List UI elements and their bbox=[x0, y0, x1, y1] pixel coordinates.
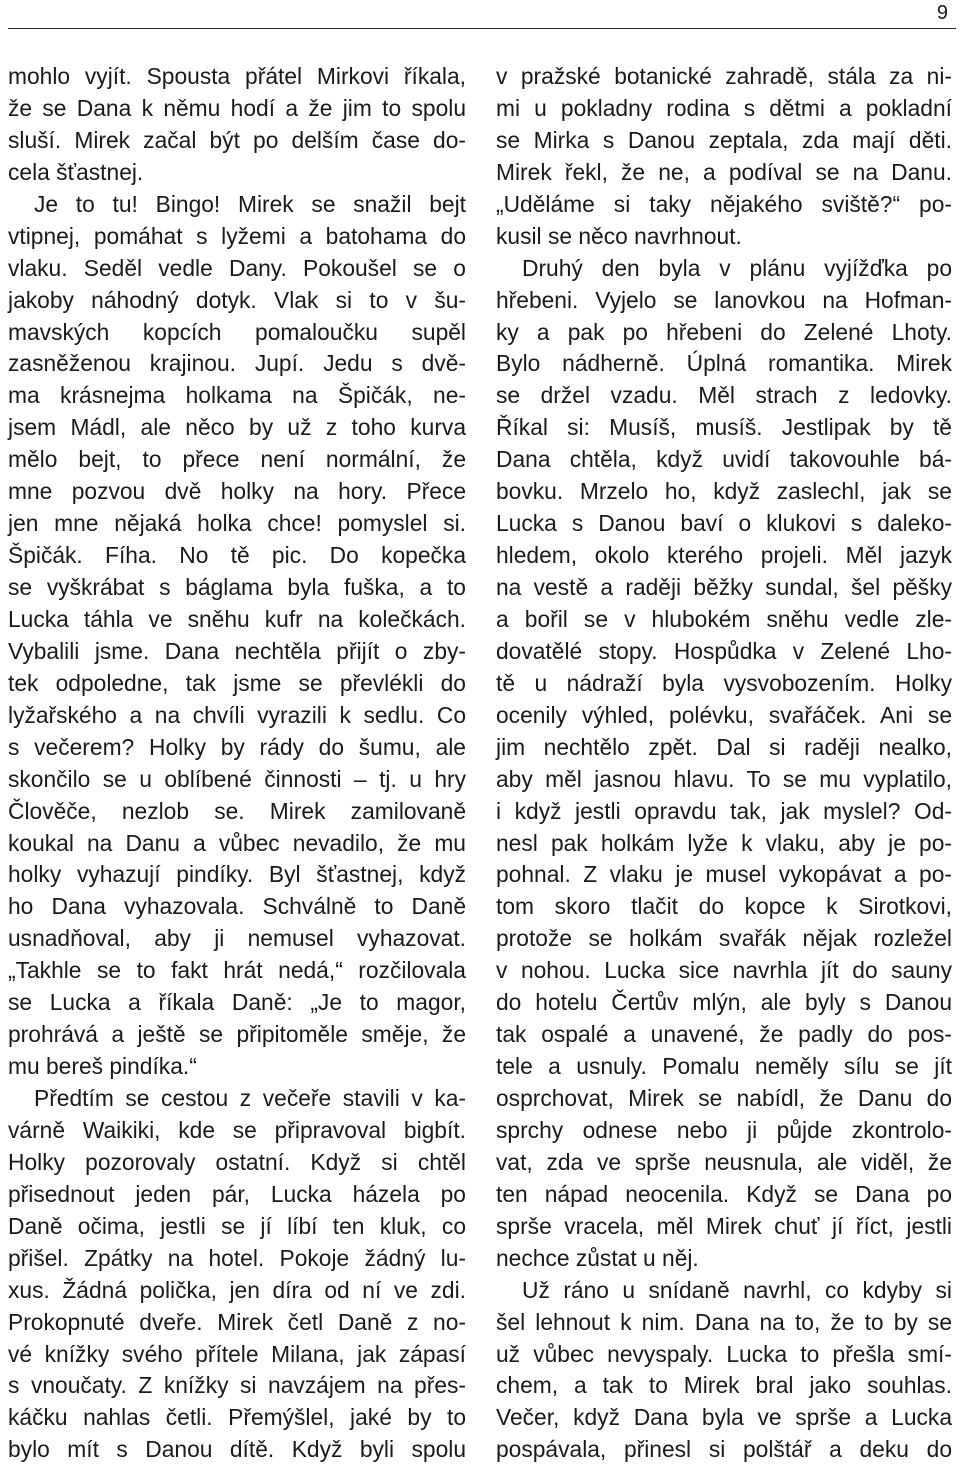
text-line: kusil se něco navrhnout. bbox=[496, 222, 742, 249]
text-line: pospávala, přinesl si polštář a deku do bbox=[496, 1436, 952, 1463]
text-line: „Uděláme si taky nějakého sviště?“ po- bbox=[496, 190, 952, 217]
text-line: se Mirka s Danou zeptala, zda mají děti. bbox=[496, 126, 952, 153]
text-line: zasněženou krajinou. Jupí. Jedu s dvě- bbox=[8, 350, 466, 377]
text-line: vé knížky svého přítele Milana, jak zápasí bbox=[8, 1340, 466, 1367]
text-line: do hotelu Čertův mlýn, ale byly s Danou bbox=[496, 989, 952, 1016]
text-line: a bořil se v hlubokém sněhu vedle zle- bbox=[496, 605, 952, 632]
text-line: Lucka táhla ve sněhu kufr na kolečkách. bbox=[8, 605, 466, 632]
text-line: hřebeni. Vyjelo se lanovkou na Hofman- bbox=[496, 286, 952, 313]
text-line: nesl pak holkám lyže k vlaku, aby je po- bbox=[496, 829, 952, 856]
text-line: hledem, okolo kterého projeli. Měl jazyk bbox=[496, 542, 952, 569]
text-line: cela šťastnej. bbox=[8, 158, 144, 185]
text-line: se vyškrábat s báglama byla fuška, a to bbox=[8, 574, 466, 600]
text-line: pohnal. Z vlaku je musel vykopávat a po- bbox=[496, 861, 952, 888]
text-line: přišel. Zpátky na hotel. Pokoje žádný lu- bbox=[8, 1244, 466, 1271]
text-line: holky vyhazují pindíky. Byl šťastnej, když bbox=[8, 861, 466, 888]
text-line: Mirek řekl, že ne, a podíval se na Danu. bbox=[496, 158, 952, 185]
text-line: už vůbec nevyspaly. Lucka to přešla smí- bbox=[496, 1340, 952, 1367]
text-line: i když jestli opravdu tak, jak myslel? Od- bbox=[496, 797, 952, 824]
text-line: přisednout jeden pár, Lucka házela po bbox=[8, 1180, 466, 1207]
text-line: Člověče, nezlob se. Mirek zamilovaně bbox=[8, 797, 466, 824]
text-line: na vestě a raději běžky sundal, šel pěšky bbox=[496, 574, 952, 600]
text-line: jsem Mádl, ale něco by už z toho kurva bbox=[8, 414, 466, 441]
text-line: jen mne nějaká holka chce! pomyslel si. bbox=[8, 510, 466, 537]
text-line: lyžařského a na chvíli vyrazili k sedlu. Co bbox=[8, 701, 466, 728]
text-line: Bylo nádherně. Úplná romantika. Mirek bbox=[496, 350, 952, 377]
text-line: tak ospalé a unavené, že padly do pos- bbox=[496, 1021, 952, 1048]
text-line: chem, a tak to Mirek bral jako souhlas. bbox=[496, 1372, 952, 1399]
text-line: aby měl jasnou hlavu. To se mu vyplatilo, bbox=[496, 765, 952, 792]
text-line: vat, zda ve sprše neusnula, ale viděl, že bbox=[496, 1148, 952, 1175]
text-line: mi u pokladny rodina s dětmi a pokladní bbox=[496, 94, 952, 121]
text-line: xus. Žádná polička, jen díra od ní ve zdi. bbox=[8, 1276, 466, 1303]
text-line: Druhý den byla v plánu vyjížďka po bbox=[522, 254, 952, 281]
text-line: se držel vzadu. Měl strach z ledovky. bbox=[496, 382, 952, 409]
text-line: tě u nádraží byla vysvobozením. Holky bbox=[496, 669, 952, 696]
text-line: šel lehnout k nim. Dana na to, že to by se bbox=[496, 1308, 952, 1335]
text-line: bylo mít s Danou dítě. Když byli spolu bbox=[8, 1436, 466, 1463]
text-line: jim nechtělo zpět. Dal si raději nealko, bbox=[496, 733, 952, 760]
text-line: Říkal si: Musíš, musíš. Jestlipak by tě bbox=[496, 414, 952, 441]
text-line: Holky pozorovaly ostatní. Když si chtěl bbox=[8, 1148, 466, 1175]
text-line: sluší. Mirek začal být po delším čase do- bbox=[8, 126, 466, 153]
text-line: sprchy odnese nebo ji půjde zkontrolo- bbox=[496, 1116, 952, 1143]
text-line: Špičák. Fíha. No tě pic. Do kopečka bbox=[8, 542, 466, 569]
text-line: várně Waikiki, kde se připravoval bigbít. bbox=[8, 1116, 466, 1143]
text-line: mavských kopcích pomaloučku supěl bbox=[8, 318, 466, 345]
text-line: prohrává a ještě se připitoměle směje, že bbox=[8, 1021, 466, 1048]
text-line: sprše vracela, měl Mirek chuť jí říct, jestli bbox=[496, 1212, 952, 1239]
text-line: nechce zůstat u něj. bbox=[496, 1244, 699, 1271]
header-rule bbox=[8, 28, 956, 29]
text-line: Vybalili jsme. Dana nechtěla přijít o zby- bbox=[8, 637, 466, 664]
text-line: Lucka s Danou baví o klukovi s daleko- bbox=[496, 510, 952, 537]
text-line: ten nápad neocenila. Když se Dana po bbox=[496, 1180, 952, 1207]
text-line: vlaku. Seděl vedle Dany. Pokoušel se o bbox=[8, 254, 466, 281]
text-line: protože se holkám svařák nějak rozležel bbox=[496, 925, 952, 952]
text-line: koukal na Danu a vůbec nevadilo, že mu bbox=[8, 829, 466, 856]
text-line: v nohou. Lucka sice navrhla jít do sauny bbox=[496, 957, 952, 984]
text-line: tek odpoledne, tak jsme se převlékli do bbox=[8, 669, 466, 696]
text-line: ky a pak po hřebeni do Zelené Lhoty. bbox=[496, 318, 952, 345]
text-line: že se Dana k němu hodí a že jim to spolu bbox=[8, 94, 466, 121]
text-line: s vnoučaty. Z knížky si navzájem na přes- bbox=[8, 1372, 466, 1399]
text-line: dovatělé stopy. Hospůdka v Zelené Lho- bbox=[496, 637, 952, 664]
text-line: mohlo vyjít. Spousta přátel Mirkovi říkala, bbox=[8, 63, 466, 89]
text-line: tele a usnuly. Pomalu neměly sílu se jít bbox=[496, 1053, 952, 1080]
text-line: mne pozvou dvě holky na hory. Přece bbox=[8, 478, 466, 505]
text-line: ho Dana vyhazovala. Schválně to Daně bbox=[8, 893, 466, 920]
text-line: Dana chtěla, když uvidí takovouhle bá- bbox=[496, 446, 952, 473]
text-line: skončilo se u oblíbené činnosti – tj. u hry bbox=[8, 765, 466, 792]
page-number: 9 bbox=[936, 2, 948, 24]
text-line: osprchovat, Mirek se nabídl, že Danu do bbox=[496, 1085, 952, 1111]
text-line: Daně očima, jestli se jí líbí ten kluk, co bbox=[8, 1212, 466, 1239]
text-line: jakoby náhodný dotyk. Vlak si to v šu- bbox=[8, 286, 466, 313]
text-line: ocenily výhled, polévku, svařáček. Ani se bbox=[496, 701, 952, 728]
text-line: Večer, když Dana byla ve sprše a Lucka bbox=[496, 1404, 952, 1431]
text-line: v pražské botanické zahradě, stála za ni- bbox=[496, 63, 952, 89]
text-line: bovku. Mrzelo ho, když zaslechl, jak se bbox=[496, 478, 952, 505]
text-line: tom skoro tlačit do kopce k Sirotkovi, bbox=[496, 893, 952, 920]
right-text-column bbox=[496, 61, 952, 1466]
text-line: Prokopnuté dveře. Mirek četl Daně z no- bbox=[8, 1308, 466, 1335]
text-line: vtipnej, pomáhat s lyžemi a batohama do bbox=[8, 222, 466, 249]
text-line: káčku nahlas četli. Přemýšlel, jaké by to bbox=[8, 1404, 466, 1431]
text-line: ma krásnejma holkama na Špičák, ne- bbox=[8, 382, 466, 409]
text-line: mělo bejt, to přece není normální, že bbox=[8, 446, 466, 473]
left-text-column bbox=[8, 61, 466, 1466]
text-line: s večerem? Holky by rády do šumu, ale bbox=[8, 733, 466, 760]
text-line: se Lucka a říkala Daně: „Je to magor, bbox=[8, 989, 466, 1016]
text-line: usnadňoval, aby ji nemusel vyhazovat. bbox=[8, 925, 466, 952]
text-line: Už ráno u snídaně navrhl, co kdyby si bbox=[522, 1276, 952, 1303]
text-line: „Takhle se to fakt hrát nedá,“ rozčilovala bbox=[8, 957, 466, 984]
text-line: Je to tu! Bingo! Mirek se snažil bejt bbox=[34, 190, 466, 217]
text-line: mu bereš pindíka.“ bbox=[8, 1053, 197, 1080]
text-line: Předtím se cestou z večeře stavili v ka- bbox=[34, 1085, 466, 1111]
